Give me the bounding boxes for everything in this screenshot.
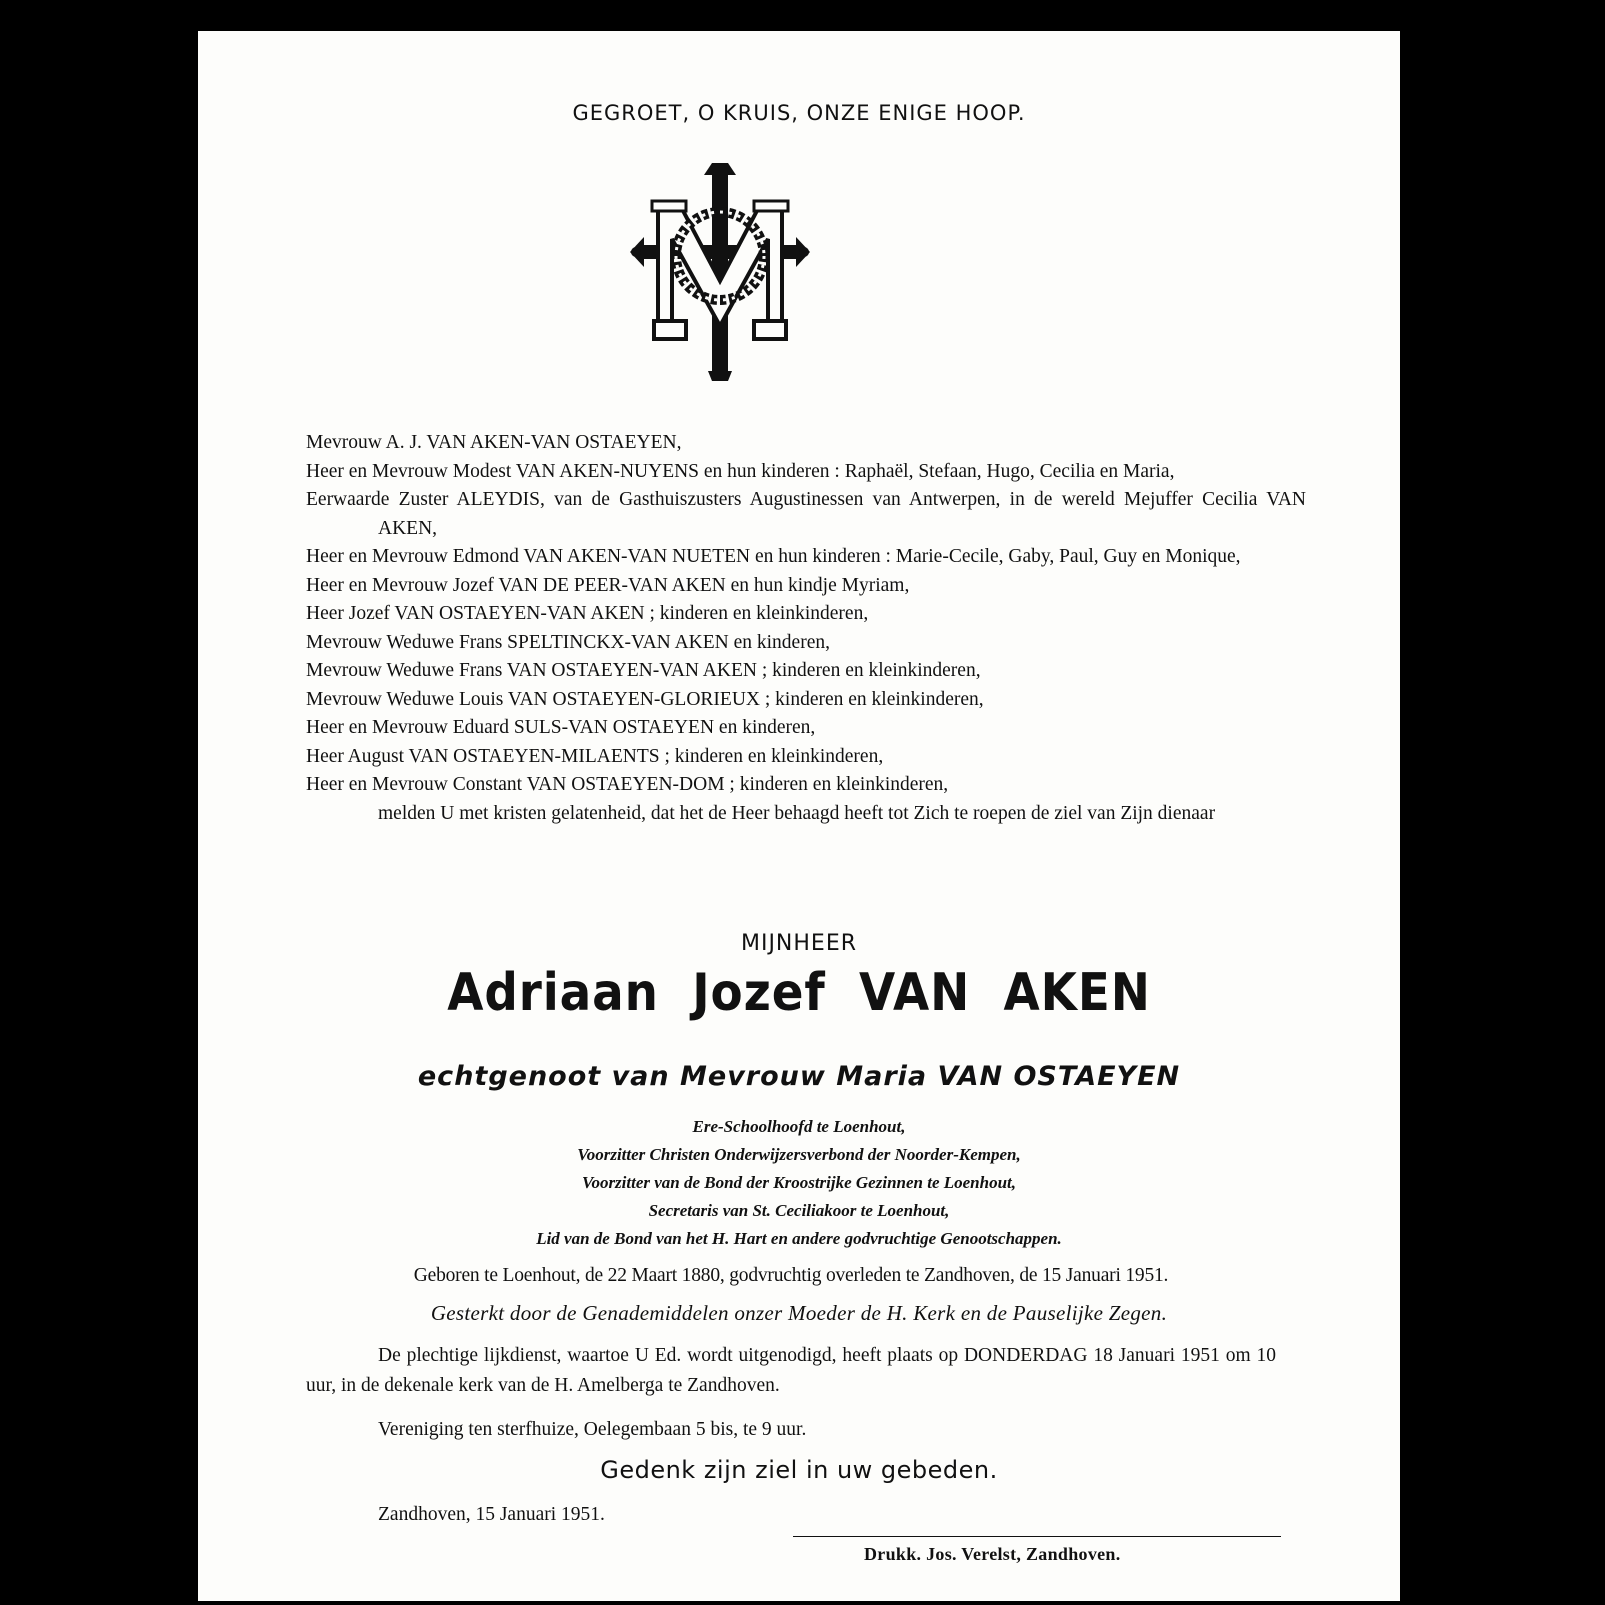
remember-line: Gedenk zijn ziel in uw gebeden.	[600, 1456, 998, 1484]
cross-monogram-icon	[628, 161, 812, 381]
family-line: Mevrouw A. J. VAN AKEN-VAN OSTAEYEN,	[306, 432, 682, 453]
sacraments-line: Gesterkt door de Genademiddelen onzer Moeder de H. Kerk en de Pauselijke Zegen.	[430, 1301, 1168, 1325]
family-line: Mevrouw Weduwe Louis VAN OSTAEYEN-GLORIEUX ; kinderen en kleinkinderen,	[306, 688, 984, 710]
funeral-service-text: De plechtige lijkdienst, waartoe U Ed. wordt uitgenodigd, heeft plaats op DONDERDAG 18 Januari 1951 om 10 uur, in de dekenale kerk van de H. Amelberga te Zandhoven.	[306, 1345, 1276, 1396]
family-line: Heer en Mevrouw Constant VAN OSTAEYEN-DOM ; kinderen en kleinkinderen,	[306, 774, 949, 795]
family-line: Heer en Mevrouw Edmond VAN AKEN-VAN NUETEN en hun kinderen : Marie-Cecile, Gaby, Paul, Guy en Monique,	[306, 546, 1241, 567]
divider	[793, 1536, 1281, 1537]
gathering-line: Vereniging ten sterfhuize, Oelegembaan 5 bis, te 9 uur.	[378, 1419, 807, 1440]
motto-heading: GEGROET, O KRUIS, ONZE ENIGE HOOP.	[572, 101, 1026, 125]
family-line: Mevrouw Weduwe Frans VAN OSTAEYEN-VAN AKEN ; kinderen en kleinkinderen,	[306, 660, 981, 681]
place-date: Zandhoven, 15 Januari 1951.	[378, 1504, 605, 1525]
title-line: Ere-Schoolhoofd te Loenhout,	[692, 1117, 906, 1136]
family-line: Heer en Mevrouw Eduard SULS-VAN OSTAEYEN en kinderen,	[306, 717, 816, 738]
deceased-name: Adriaan Jozef VAN AKEN	[447, 963, 1151, 1023]
family-line: Heer Jozef VAN OSTAEYEN-VAN AKEN ; kinderen en kleinkinderen,	[306, 603, 869, 624]
title-line: Secretaris van St. Ceciliakoor te Loenhout,	[648, 1201, 950, 1220]
printer-credit: Drukk. Jos. Verelst, Zandhoven.	[864, 1544, 1121, 1564]
family-line: Heer en Mevrouw Jozef VAN DE PEER-VAN AKEN en hun kindje Myriam,	[306, 574, 910, 596]
title-line: Voorzitter van de Bond der Kroostrijke Gezinnen te Loenhout,	[581, 1173, 1017, 1192]
title-line: Lid van de Bond van het H. Hart en andere godvruchtige Genootschappen.	[536, 1229, 1062, 1248]
salutation: MIJNHEER	[740, 931, 858, 956]
mourning-card	[198, 31, 1400, 1601]
family-announcement	[306, 429, 1306, 828]
honorific-titles	[198, 1113, 1400, 1253]
spouse-line: echtgenoot van Mevrouw Maria VAN OSTAEYEN	[417, 1061, 1181, 1092]
title-line: Voorzitter Christen Onderwijzersverbond der Noorder-Kempen,	[577, 1145, 1021, 1164]
family-line: Eerwaarde Zuster ALEYDIS, van de Gasthuiszusters Augustinessen van Antwerpen, in de wereld Mejuffer Cecilia VAN AKEN,	[306, 489, 1306, 539]
family-line: Heer en Mevrouw Modest VAN AKEN-NUYENS en hun kinderen : Raphaël, Stefaan, Hugo, Cecilia en Maria,	[306, 460, 1175, 482]
closing-text: melden U met kristen gelatenheid, dat het de Heer behaagd heeft tot Zich te roepen de ziel van Zijn dienaar	[378, 802, 1216, 824]
family-line: Mevrouw Weduwe Frans SPELTINCKX-VAN AKEN en kinderen,	[306, 631, 830, 653]
birth-death-line: Geboren te Loenhout, de 22 Maart 1880, godvruchtig overleden te Zandhoven, de 15 Januari 1951.	[413, 1265, 1169, 1286]
family-line: Heer August VAN OSTAEYEN-MILAENTS ; kinderen en kleinkinderen,	[306, 745, 884, 767]
